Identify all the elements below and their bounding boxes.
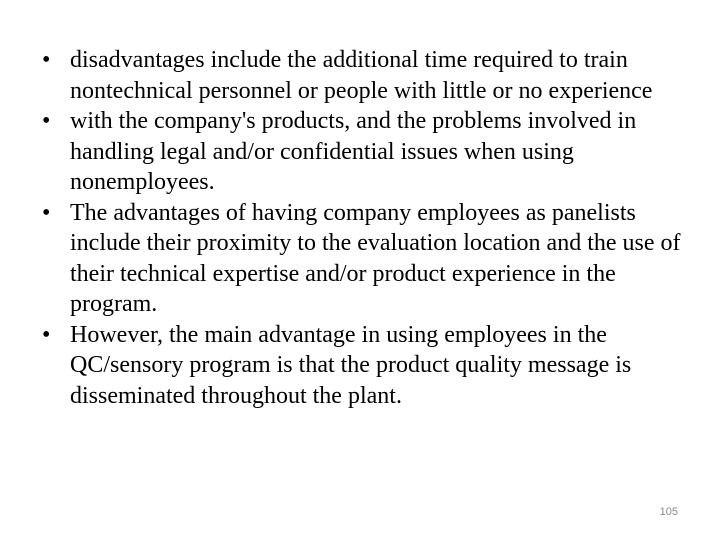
bullet-item bbox=[42, 106, 692, 198]
bullet-dot-icon: • bbox=[42, 199, 51, 226]
bullet-dot-icon: • bbox=[42, 47, 51, 73]
page-number: 105 bbox=[659, 506, 678, 518]
bullet-text: with the company's products, and the problems involved in handling legal and/or confidential issues when using nonemployees. bbox=[70, 108, 637, 195]
bullet-text: However, the main advantage in using employees in the QC/sensory program is that the product quality message is disseminated throughout the plant. bbox=[70, 321, 632, 409]
bullet-text: The advantages of having company employees as panelists include their proximity to the evaluation location and the use of their technical expertise and/or product experience in the program. bbox=[70, 199, 681, 317]
bullet-dot-icon: • bbox=[42, 321, 51, 348]
bullet-item bbox=[42, 198, 692, 320]
bullet-item bbox=[42, 45, 692, 106]
bullet-list bbox=[42, 45, 692, 411]
bullet-text: disadvantages include the additional time required to train nontechnical personnel or people with little or no experience bbox=[70, 47, 653, 104]
bullet-dot-icon: • bbox=[42, 108, 51, 134]
bullet-item bbox=[42, 320, 692, 412]
